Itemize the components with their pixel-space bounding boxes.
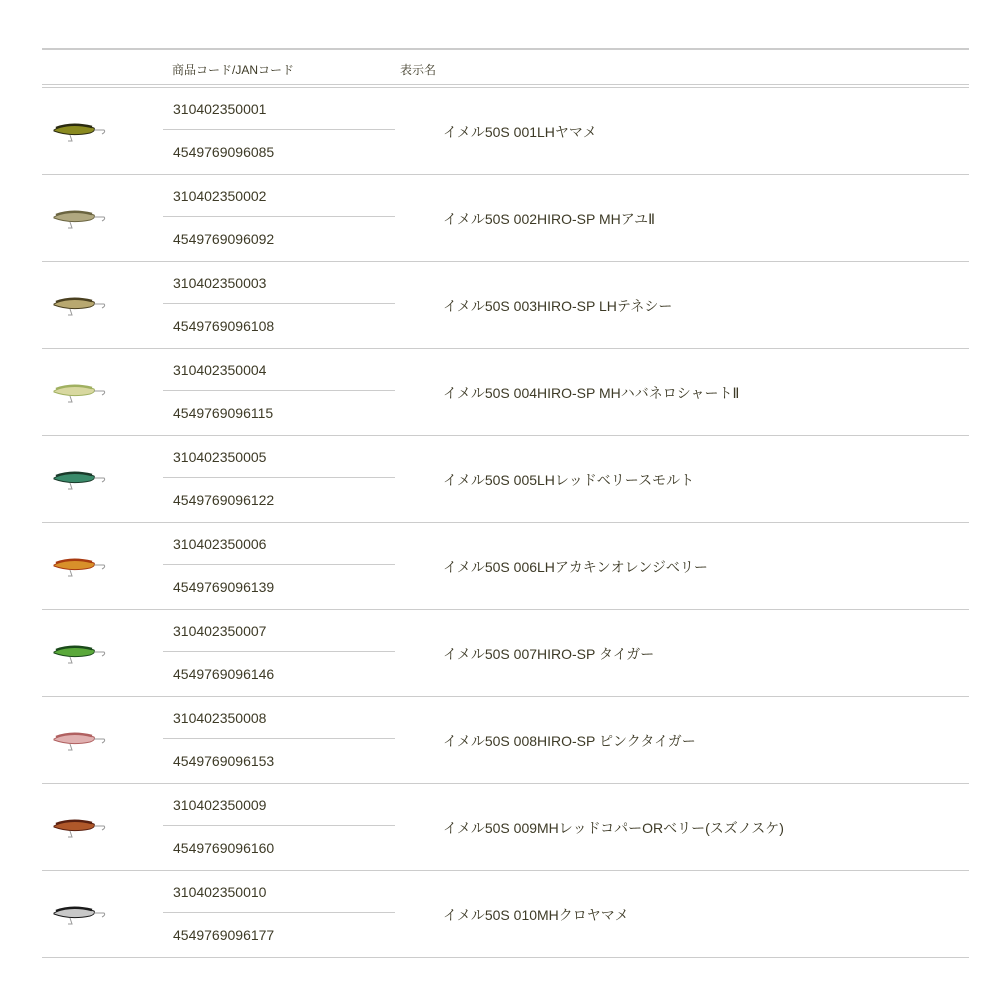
product-code: 310402350010 bbox=[163, 884, 395, 913]
lure-image bbox=[50, 636, 112, 668]
lure-image bbox=[50, 375, 112, 407]
display-name: イメル50S 006LHアカキンオレンジベリー bbox=[443, 559, 708, 575]
lure-image bbox=[50, 288, 112, 320]
product-code: 310402350008 bbox=[163, 710, 395, 739]
display-name: イメル50S 001LHヤマメ bbox=[443, 124, 597, 140]
jan-code: 4549769096153 bbox=[173, 753, 275, 769]
display-name: イメル50S 007HIRO-SP タイガー bbox=[443, 646, 655, 662]
table-row bbox=[42, 610, 969, 697]
jan-code: 4549769096115 bbox=[173, 405, 274, 421]
table-row bbox=[42, 784, 969, 871]
jan-code: 4549769096177 bbox=[173, 927, 275, 943]
table-row bbox=[42, 349, 969, 436]
product-code: 310402350006 bbox=[163, 536, 395, 565]
lure-image bbox=[50, 723, 112, 755]
product-code: 310402350001 bbox=[163, 101, 395, 130]
jan-code: 4549769096092 bbox=[173, 231, 275, 247]
display-name: イメル50S 009MHレッドコパーORベリー(スズノスケ) bbox=[443, 820, 784, 836]
product-code: 310402350007 bbox=[163, 623, 395, 652]
jan-code: 4549769096146 bbox=[173, 666, 275, 682]
product-code: 310402350005 bbox=[163, 449, 395, 478]
header-name: 表示名 bbox=[400, 63, 437, 77]
display-name: イメル50S 010MHクロヤマメ bbox=[443, 907, 629, 923]
table-row bbox=[42, 436, 969, 523]
jan-code: 4549769096085 bbox=[173, 144, 275, 160]
display-name: イメル50S 003HIRO-SP LHテネシー bbox=[443, 298, 673, 314]
table-row bbox=[42, 175, 969, 262]
jan-code: 4549769096122 bbox=[173, 492, 275, 508]
lure-image bbox=[50, 810, 112, 842]
display-name: イメル50S 005LHレッドベリースモルト bbox=[443, 472, 695, 488]
lure-image bbox=[50, 114, 112, 146]
jan-code: 4549769096139 bbox=[173, 579, 275, 595]
table-row bbox=[42, 262, 969, 349]
table-row bbox=[42, 871, 969, 958]
product-table bbox=[42, 48, 969, 958]
display-name: イメル50S 004HIRO-SP MHハバネロシャートⅡ bbox=[443, 385, 740, 401]
table-row bbox=[42, 523, 969, 610]
header-code: 商品コード/JANコード bbox=[172, 63, 295, 77]
table-header bbox=[42, 50, 969, 88]
lure-image bbox=[50, 897, 112, 929]
product-code: 310402350003 bbox=[163, 275, 395, 304]
jan-code: 4549769096160 bbox=[173, 840, 275, 856]
lure-image bbox=[50, 201, 112, 233]
product-code: 310402350002 bbox=[163, 188, 395, 217]
display-name: イメル50S 008HIRO-SP ピンクタイガー bbox=[443, 733, 696, 749]
lure-image bbox=[50, 549, 112, 581]
display-name: イメル50S 002HIRO-SP MHアユⅡ bbox=[443, 211, 655, 227]
jan-code: 4549769096108 bbox=[173, 318, 275, 334]
lure-image bbox=[50, 462, 112, 494]
table-row bbox=[42, 88, 969, 175]
product-code: 310402350009 bbox=[163, 797, 395, 826]
product-code: 310402350004 bbox=[163, 362, 395, 391]
table-row bbox=[42, 697, 969, 784]
